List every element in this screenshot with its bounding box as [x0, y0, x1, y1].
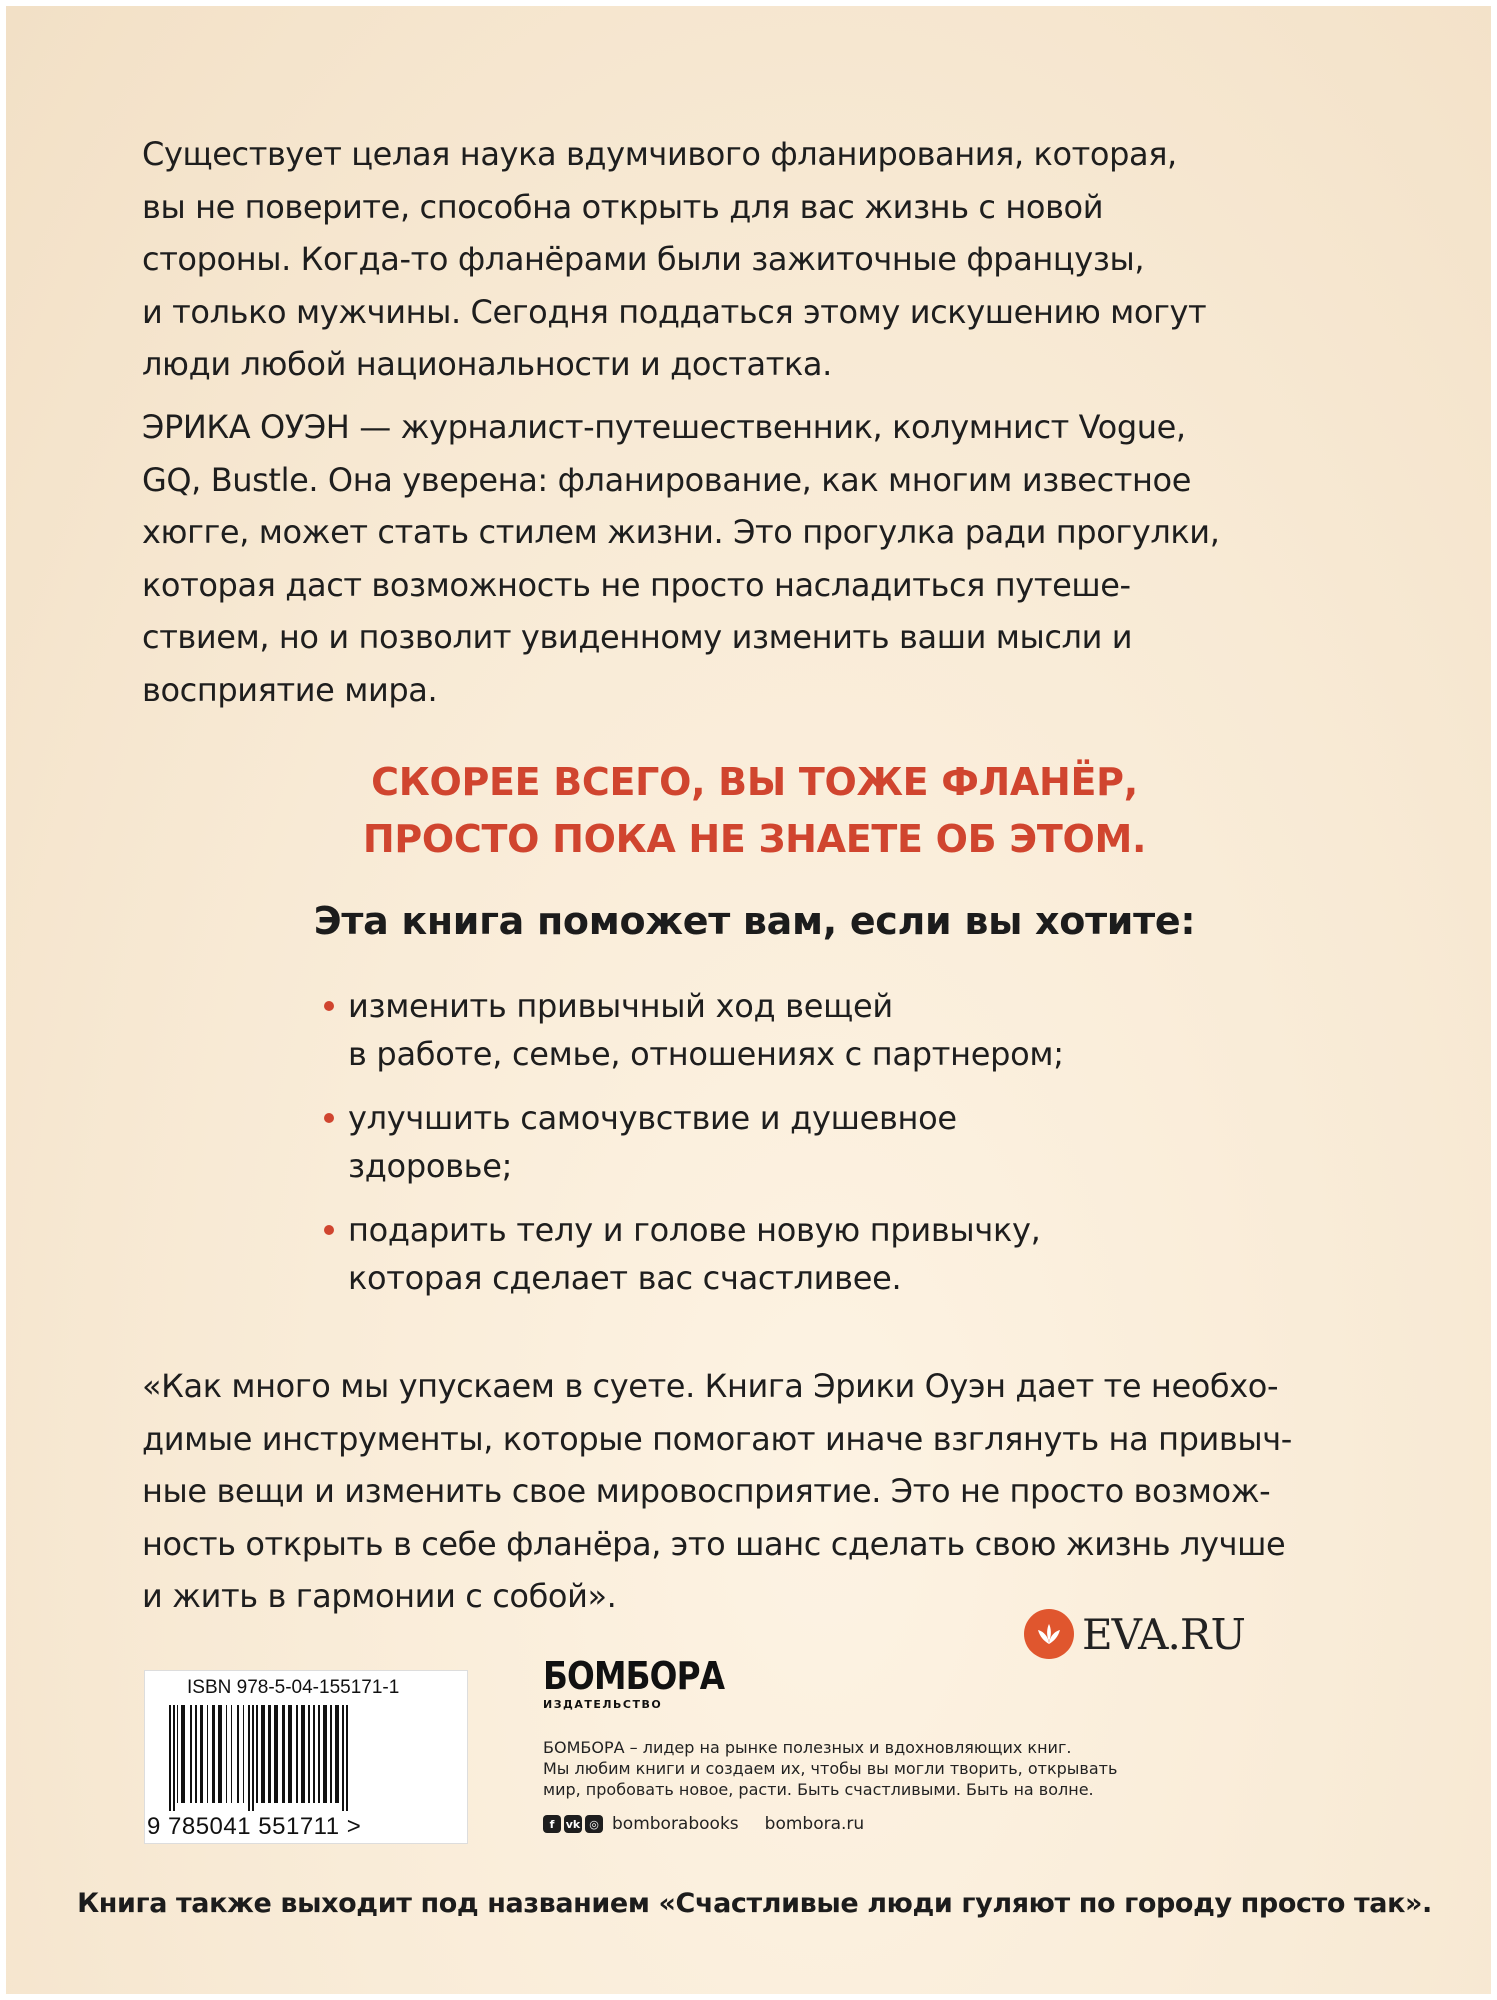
intro-line: Существует целая наука вдумчивого фланирования, которая,: [142, 135, 1177, 173]
barcode-bar: [313, 1705, 315, 1803]
list-item: [324, 1094, 1064, 1190]
barcode-bar: [243, 1705, 244, 1803]
list-item-line: которая сделает вас счастливее.: [348, 1259, 902, 1297]
list-item-line: улучшить самочувствие и душевное: [348, 1099, 957, 1137]
publisher-description-line: БОМБОРА – лидер на рынке полезных и вдохновляющих книг.: [543, 1738, 1072, 1757]
barcode-bar: [256, 1705, 258, 1803]
list-item: [324, 1206, 1064, 1302]
barcode-bar: [195, 1705, 197, 1803]
publisher-description-line: мир, пробовать новое, расти. Быть счастливыми. Быть на волне.: [543, 1780, 1094, 1799]
helps-title: Эта книга поможет вам, если вы хотите:: [313, 899, 1196, 943]
helps-list: [324, 982, 1064, 1318]
bullet-dot-icon: [324, 1001, 334, 1011]
barcode-bar: [248, 1705, 250, 1811]
barcode-bar: [169, 1705, 171, 1811]
list-item: [324, 982, 1064, 1078]
author-line: хюгге, может стать стилем жизни. Это прогулка ради прогулки,: [142, 513, 1220, 551]
social-handle[interactable]: bomborabooks: [612, 1814, 739, 1834]
publisher-subtitle: ИЗДАТЕЛЬСТВО: [543, 1698, 663, 1711]
list-item-line: в работе, семье, отношениях с партнером;: [348, 1035, 1064, 1073]
list-item-line: подарить телу и голове новую привычку,: [348, 1211, 1041, 1249]
list-item-line: здоровье;: [348, 1147, 513, 1185]
barcode-bar: [330, 1705, 332, 1803]
slogan-line: ПРОСТО ПОКА НЕ ЗНАЕТЕ ОБ ЭТОМ.: [362, 817, 1147, 861]
quote-line: и жить в гармонии с собой».: [142, 1577, 617, 1615]
book-back-cover: [6, 6, 1491, 1994]
barcode-bar: [226, 1705, 227, 1803]
barcode-bar: [318, 1705, 320, 1803]
barcode-bar: [231, 1705, 232, 1803]
social-links: [543, 1814, 1143, 1834]
quote-paragraph: [142, 1360, 1332, 1623]
barcode-bars: [151, 1705, 461, 1813]
barcode-bar: [268, 1705, 271, 1803]
quote-line: димые инструменты, которые помогают иначе взглянуть на привыч-: [142, 1419, 1292, 1458]
barcode-bar: [173, 1705, 175, 1811]
barcode-bar: [261, 1705, 265, 1803]
barcode: [144, 1670, 468, 1844]
barcode-bar: [274, 1705, 278, 1803]
quote-line: ность открыть в себе фланёра, это шанс сделать свою жизнь лучше: [142, 1524, 1286, 1563]
barcode-digits: 9 785041 551711 >: [147, 1813, 362, 1840]
barcode-bar: [308, 1705, 310, 1803]
barcode-bar: [301, 1705, 305, 1803]
intro-paragraph: [142, 128, 1332, 391]
vk-icon[interactable]: vk: [564, 1815, 582, 1833]
intro-line: и только мужчины. Сегодня поддаться этому искушению могут: [142, 292, 1207, 331]
publisher-description: [543, 1737, 1143, 1800]
barcode-bar: [181, 1705, 185, 1803]
author-paragraph: [142, 401, 1332, 716]
intro-line: вы не поверите, способна открыть для вас жизнь с новой: [142, 187, 1104, 226]
slogan-line: СКОРЕЕ ВСЕГО, ВЫ ТОЖЕ ФЛАНЁР,: [371, 760, 1138, 804]
barcode-bar: [296, 1705, 298, 1803]
barcode-bar: [190, 1705, 192, 1803]
quote-line: ные вещи и изменить свое мировосприятие. Это не просто возмож-: [142, 1472, 1271, 1510]
bullet-dot-icon: [324, 1225, 334, 1235]
list-item-line: изменить привычный ход вещей: [348, 987, 893, 1025]
footer-note: Книга также выходит под названием «Счастливые люди гуляют по городу просто так».: [77, 1888, 1432, 1919]
instagram-icon[interactable]: ◎: [585, 1815, 603, 1833]
leaf-icon: [1024, 1609, 1074, 1659]
eva-logo-text: EVA.RU: [1082, 1609, 1245, 1659]
publisher-logo: БОМБОРА: [543, 1654, 725, 1698]
author-line: которая даст возможность не просто насладиться путеше-: [142, 565, 1131, 604]
barcode-bar: [342, 1705, 344, 1811]
barcode-bar: [252, 1705, 254, 1811]
website-link[interactable]: bombora.ru: [764, 1814, 865, 1834]
barcode-bar: [212, 1705, 215, 1803]
intro-line: стороны. Когда-то фланёрами были зажиточные французы,: [142, 240, 1145, 278]
barcode-bar: [288, 1705, 292, 1803]
author-line: ЭРИКА ОУЭН — журналист-путешественник, колумнист Vogue,: [142, 408, 1186, 446]
barcode-bar: [200, 1705, 203, 1803]
barcode-bar: [323, 1705, 327, 1803]
barcode-bar: [346, 1705, 348, 1811]
facebook-icon[interactable]: f: [543, 1815, 561, 1833]
author-line: GQ, Bustle. Она уверена: фланирование, как многим известное: [142, 460, 1191, 499]
author-line: ствием, но и позволит увиденному изменить ваши мысли и: [142, 618, 1133, 656]
slogan: [6, 754, 1497, 868]
quote-line: «Как много мы упускаем в суете. Книга Эрики Оуэн дает те необхо-: [142, 1367, 1279, 1405]
barcode-bar: [207, 1705, 208, 1803]
barcode-bar: [237, 1705, 239, 1803]
publisher-block: [543, 1654, 1143, 1834]
barcode-bar: [177, 1705, 178, 1803]
barcode-bar: [335, 1705, 339, 1803]
barcode-bar: [218, 1705, 222, 1803]
bullet-dot-icon: [324, 1113, 334, 1123]
author-line: восприятие мира.: [142, 670, 438, 709]
intro-line: люди любой национальности и достатка.: [142, 345, 832, 383]
barcode-bar: [282, 1705, 285, 1803]
publisher-description-line: Мы любим книги и создаем их, чтобы вы могли творить, открывать: [543, 1759, 1118, 1778]
isbn-label: ISBN 978-5-04-155171-1: [187, 1677, 400, 1698]
